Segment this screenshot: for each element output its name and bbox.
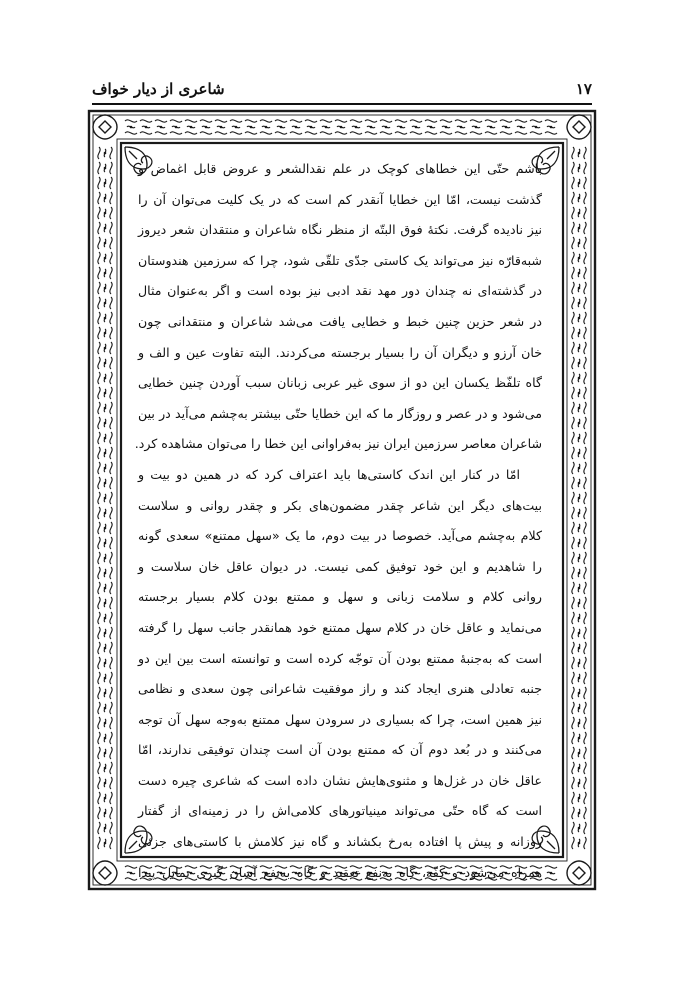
text-line: روزانه و پیش پا افتاده به‌رخ بکشاند و گاه نیز کلامش با کاستی‌های جزئی bbox=[138, 834, 542, 850]
text-line: شبه‌قارّه نیز می‌تواند یک کاستی جدّی تلقّی شود، چرا که سرزمین هندوستان bbox=[138, 252, 542, 268]
text-line: نیز نادیده گرفت. نکتهٔ فوق البتّه از منظر نگاه شاعران و منتقدان شعر دیروز bbox=[138, 222, 542, 238]
text-line: امّا در کنار این اندک کاستی‌ها باید اعتراف کرد که در همین دو بیت و bbox=[138, 466, 520, 482]
text-line: خان آرزو و دیگران آن را بسیار برجسته می‌کردند. البته تفاوت عین و الف و bbox=[138, 344, 542, 360]
text-line: عاقل خان در غزل‌ها و مثنوی‌هایش نشان داده است که شاعری چیره دست bbox=[138, 772, 542, 788]
text-line: می‌شود و در عصر و روزگار ما که این خطایا حتّی بیشتر به‌چشم می‌آید در بین bbox=[138, 405, 542, 421]
text-line: را شاهدیم و این خود توفیق کمی نیست. در دیوان عاقل خان سلاست و bbox=[138, 558, 542, 574]
body-text bbox=[134, 154, 542, 888]
text-line: باشم حتّی این خطاهای کوچک در علم نقدالشعر و عروض قابل اغماض و bbox=[138, 161, 542, 176]
text-line: کلام به‌چشم می‌آید. خصوصا در بیت دوم، ما یک «سهل ممتنع» سعدی گونه bbox=[138, 528, 542, 544]
text-line: بیت‌های دیگر این شاعر چقدر مضمون‌های بکر و چقدر روانی و سلاست bbox=[138, 497, 542, 513]
text-line: نیز همین است، چرا که بسیاری در سرودن سهل ممتنع به‌وجه سهل آن توجه bbox=[138, 711, 542, 727]
text-line: شاعران معاصر سرزمین ایران نیز به‌فراوانی این خطا را می‌توان مشاهده کرد. bbox=[134, 436, 542, 452]
text-line: می‌کنند و در بُعد دوم آن که ممتنع بودن آن است چندان توفیقی ندارند، امّا bbox=[138, 742, 542, 758]
text-line: است که به‌جنبهٔ ممتنع بودن آن توجّه کرده است و توانسته است بین این دو bbox=[138, 650, 542, 666]
text-line: روانی کلام و سلامت زبانی و سهل و ممتنع بودن کلام بسیار برجسته bbox=[138, 589, 542, 605]
text-line: در شعر حزین چنین خبط و خطایی یافت می‌شد شاعران و منتقدانی چون bbox=[138, 313, 542, 329]
running-title: شاعری از دیار خواف bbox=[92, 80, 225, 98]
text-line: گذشت نیست، امّا این خطایا آنقدر کم است که در یک کلیت می‌توان آن را bbox=[138, 191, 542, 207]
text-line: در گذشته‌ای نه چندان دور مهد نقد ادبی نیز بوده است و اگر به‌عنوان مثال bbox=[138, 283, 542, 299]
text-line: گاه تلفّظ یکسان این دو از سوی غیر عربی زبانان سبب آوردن چنین خطایی bbox=[138, 375, 542, 391]
text-line: است که گاه حتّی می‌تواند مینیاتورهای کلامی‌اش را در زمینه‌ای از گفتار bbox=[138, 803, 542, 819]
text-line: جنبه تعادلی هنری ایجاد کند و راز موفقیت شاعرانی چون سعدی و نظامی bbox=[138, 681, 542, 697]
text-line: می‌نماید و عاقل خان در کلام سهل ممتنع خود همانقدر جانب سهل را گرفته bbox=[138, 619, 542, 635]
header-rule bbox=[92, 103, 592, 105]
page-number: ۱۷ bbox=[575, 80, 592, 98]
text-line: همراه می‌شود و کفّه، گاه به‌نفع تعقید و گاه به‌نفع آسان گیری تمایل پیدا bbox=[138, 864, 542, 880]
